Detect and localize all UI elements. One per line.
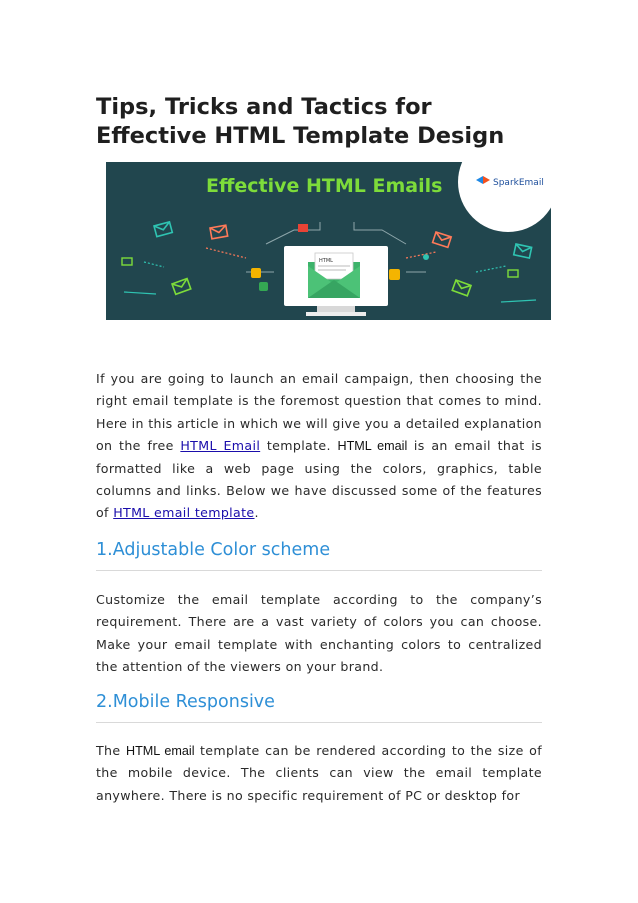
- section-2-heading: 2.Mobile Responsive: [96, 690, 542, 723]
- section-2-text-2: template can be rendered according to the size of the mobile device. The clients can view the email template anywhere. There is no specific requirement of PC or desktop for: [96, 743, 543, 803]
- html-envelope-icon: [308, 253, 360, 298]
- html-email-link[interactable]: HTML Email: [180, 438, 261, 454]
- badge-icon: [389, 269, 400, 280]
- mail-small-icon: [298, 224, 308, 232]
- page-title: [96, 93, 566, 151]
- intro-text-2: template.: [260, 438, 338, 454]
- page-title-line-1: Tips, Tricks and Tactics for: [96, 94, 432, 120]
- intro-text-3: is an email that is formatted like a web page using the colors, graphics, table columns and links. Below we have discussed some of the features of: [96, 438, 542, 521]
- chart-icon: [251, 268, 261, 278]
- section-2-paragraph: [96, 740, 542, 807]
- intro-text-1: If you are going to launch an email campaign, then choosing the right email template is the foremost question that comes to mind. Here in this article in which we will give you a detailed explanation on the free: [96, 371, 542, 454]
- share-icon: [423, 254, 429, 260]
- html-email-term: HTML email: [337, 439, 408, 454]
- section-2-text-1: The: [96, 743, 126, 758]
- intro-text-4: .: [254, 505, 259, 521]
- brand-name: SparkEmail: [493, 178, 544, 188]
- hero-banner-image: [106, 162, 551, 320]
- banner-heading: Effective HTML Emails: [206, 175, 443, 197]
- html-email-template-link[interactable]: HTML email template: [113, 505, 255, 521]
- intro-paragraph: [96, 368, 542, 525]
- tag-icon: [259, 282, 268, 291]
- envelope-label: HTML: [319, 258, 333, 264]
- page-title-line-2: Effective HTML Template Design: [96, 123, 505, 149]
- section-2-html-email-term: HTML email: [125, 744, 195, 758]
- section-1-heading: 1.Adjustable Color scheme: [96, 538, 542, 571]
- section-1-paragraph: Customize the email template according to the company’s requirement. There are a vast variety of colors you can choose. Make your email template with enchanting colors to centralized the attention of the viewers on your brand.: [96, 592, 542, 675]
